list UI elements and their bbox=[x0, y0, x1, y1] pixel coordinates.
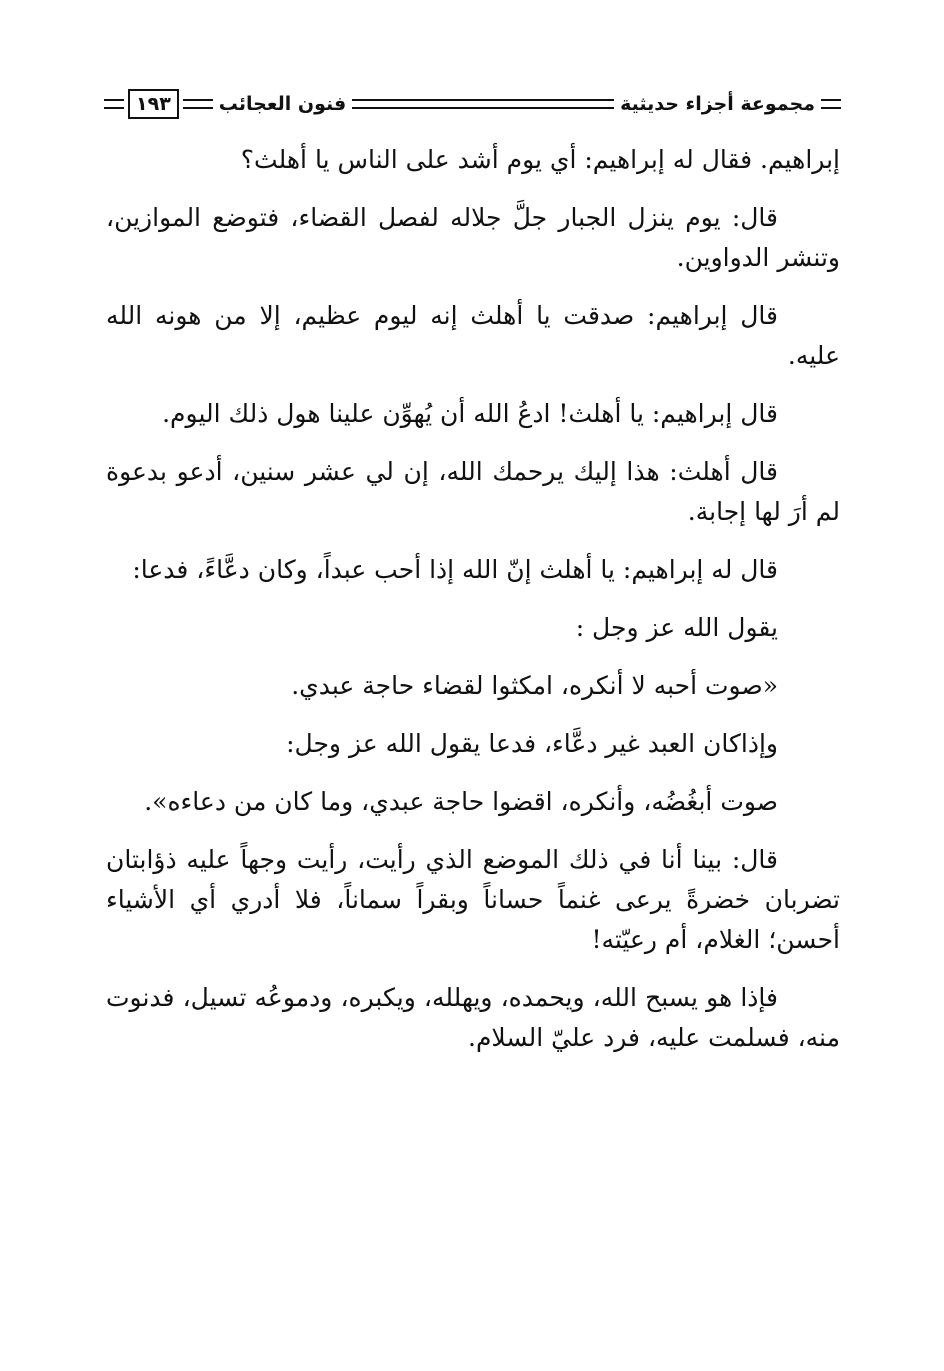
quote-intro: يقول الله عز وجل : bbox=[575, 613, 778, 642]
page-number: ١٩٣ bbox=[128, 89, 179, 119]
running-header bbox=[100, 84, 845, 124]
header-rule-end bbox=[104, 99, 124, 109]
paragraph: قال أهلث: هذا إليك يرحمك الله، إن لي عشر سنين، أدعو بدعوة لم أرَ لها إجابة. bbox=[106, 457, 840, 526]
quote-line: «صوت أحبه لا أنكره، امكثوا لقضاء حاجة عبدي. bbox=[291, 671, 778, 700]
paragraph: فإذا هو يسبح الله، ويحمده، ويهلله، ويكبره، ودموعُه تسيل، فدنوت منه، فسلمت عليه، فرد عليّ السلام. bbox=[106, 983, 840, 1052]
header-rule-left bbox=[183, 99, 213, 109]
page-body bbox=[106, 140, 840, 1076]
paragraph: قال: يوم ينزل الجبار جلَّ جلاله لفصل القضاء، فتوضع الموازين، وتنشر الدواوين. bbox=[106, 203, 840, 272]
paragraph: قال إبراهيم: يا أهلث! ادعُ الله أن يُهوِّن علينا هول ذلك اليوم. bbox=[162, 399, 778, 428]
paragraph: إبراهيم. فقال له إبراهيم: أي يوم أشد على الناس يا أهلث؟ bbox=[240, 145, 840, 174]
paragraph: قال له إبراهيم: يا أهلث إنّ الله إذا أحب عبداً، وكان دعَّاءً، فدعا: bbox=[132, 555, 778, 584]
paragraph: قال إبراهيم: صدقت يا أهلث إنه ليوم عظيم، إلا من هونه الله عليه. bbox=[106, 301, 840, 370]
header-rule-middle bbox=[352, 99, 614, 109]
paragraph: قال: بينا أنا في ذلك الموضع الذي رأيت، رأيت وجهاً عليه ذؤابتان تضربان خضرةً يرعى غنماً حساناً وبقراً سماناً، فلا أدري أي الأشياء أحسن؛ الغلام، أم رعيّته! bbox=[106, 845, 840, 954]
quote-line: وإذاكان العبد غير دعَّاء، فدعا يقول الله عز وجل: bbox=[286, 729, 778, 758]
book-title: مجموعة أجزاء حديثية bbox=[620, 93, 815, 115]
section-title: فنون العجائب bbox=[218, 93, 347, 115]
quote-line: صوت أبغُضُه، وأنكره، اقضوا حاجة عبدي، وما كان من دعاءه». bbox=[144, 787, 778, 816]
header-rule-right bbox=[821, 99, 841, 109]
